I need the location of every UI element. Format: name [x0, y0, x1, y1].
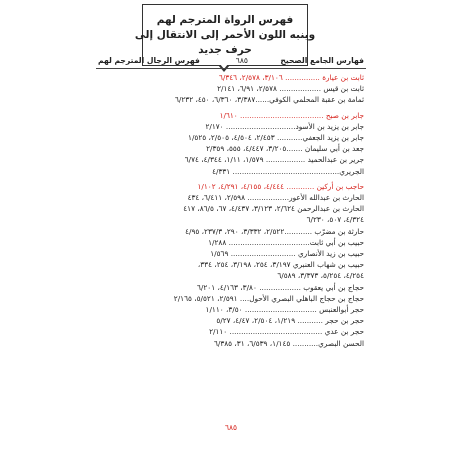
index-entry: جابر بن صبح .................................... ١/٦١٠	[219, 110, 364, 120]
callout-line-2: وينبه اللون الأحمر إلى الانتقال إلى	[134, 28, 316, 41]
index-entry: حجاج بن أبي يعقوب .................. ٣/٨٠، ٤/١٦٣، ٦/٢٠١	[197, 282, 364, 292]
callout-line-3: حرف جديد	[198, 43, 252, 56]
index-entry: حجر بن عدي ........................................ ٢/١١٠	[209, 327, 364, 337]
index-entry: حبيب بن شهاب العنبري ٣/١٩٧، ٢٥٤، ٣/١٩٨، ٢٥٤، ٣٣٤،	[197, 260, 364, 270]
index-title: فهرس الرجال المترجم لهم	[98, 56, 200, 65]
index-entry: حبيب بن زيد الأنصاري ............................ ١/٥٦٩	[210, 249, 364, 259]
callout-line-1: فهرس الرواة المترجم لهم	[156, 13, 294, 26]
index-entry: الحارث بن عبدالله الأعور.................. ٢/٥٩٨، ٦/٤١١، ٤٣٤	[187, 193, 364, 203]
index-entry: حجاج بن حجاج الباهلي البصري الأحول.... ٢/٥٩١، ٥/٥٢١، ٢/١٦٥	[173, 293, 364, 303]
running-head	[96, 56, 366, 68]
index-entry: حارثة بن مضرّب ............٢/٥٢٢، ٣/٣٣٢، ٢٩٠، ٢٣٧/٣، ٤/٩٥	[185, 226, 364, 236]
index-entry: الحارث بن عبدالرحمن ٢/٦٢٤، ٣/١٢٣، ٤/٤٣٧، ٦٧، ٨٦/٥، ٤١٧	[183, 204, 364, 214]
index-entry: حجر بن حجر ........... ١/٢١٩، ٢/٥٠٤، ٤/٤٧، ٥/٢٧	[216, 316, 364, 326]
header-rule	[96, 68, 366, 69]
index-entry: الحسن البصري........... ١/١٤٥، ٦/٥٣٩، ٣١، ٦/٣٨٥	[213, 338, 364, 348]
index-entry: ثمامة بن عقبة المحلمي الكوفي......٣/٣٨٧، ٦/٣٦٠، ٤٥٠، ٦/٢٣٢	[175, 95, 364, 105]
book-page	[96, 54, 366, 434]
index-entries	[98, 72, 364, 349]
index-entry: الجريري.............................................. ٤/٣٣١	[212, 166, 364, 176]
index-entry: جابر بن يزيد بن الأسود.............................. ٢/١٧٠	[205, 121, 364, 131]
index-entry: حبيب بن أبي ثابت................................... ١/٢٨٨	[208, 237, 364, 247]
index-entry: ثابت بن عيارة ............... ٣/١٠٦، ٢/٥٧٨، ٦/٣٤٦	[218, 73, 364, 82]
index-entry: حجر أبوالعنبس ............................... ٣/٥٠، ١/١١٠	[205, 305, 364, 315]
index-entry: جرير بن عبدالحميد ................. ١/٥٧٩، ١/١١، ٤/٣٤٤، ٦/٧٤	[184, 155, 364, 165]
header-page-number: ٦٨٥	[235, 56, 248, 65]
index-entry: جابر بن يزيد الجعفي........... ٢/٤٥٣، ٤/٥٠٤، ٢/٥٠٥، ١/٥٢٥	[188, 133, 364, 143]
index-entry: ثابت بن قيس .................. ٢/٥٧٨، ٦/٩١، ٢/١٤١	[217, 84, 364, 94]
book-title: فهارس الجامع الصحيح	[280, 56, 364, 65]
index-entry: ٤/٢٥٤، ٥/٢٥٤، ٣/٣٧٣، ٦/٥٨٩	[277, 271, 364, 281]
index-entry: حاجب بن أركين ............ ٤/٤٤٤، ٤/١٥٥، ٤/٢٩١، ١/١٠٢	[197, 181, 364, 191]
footer-page-number: ٦٨٥	[224, 423, 238, 432]
index-entry: ٤/٣٢٤، ٥٠٧، ٦/٢٣٠	[306, 215, 364, 225]
index-entry: جعد بن أبي سليمان .......٣/٢٠٥، ٤/٤٤٧، ٥٥٥، ٢/٣٥٩	[206, 144, 364, 154]
